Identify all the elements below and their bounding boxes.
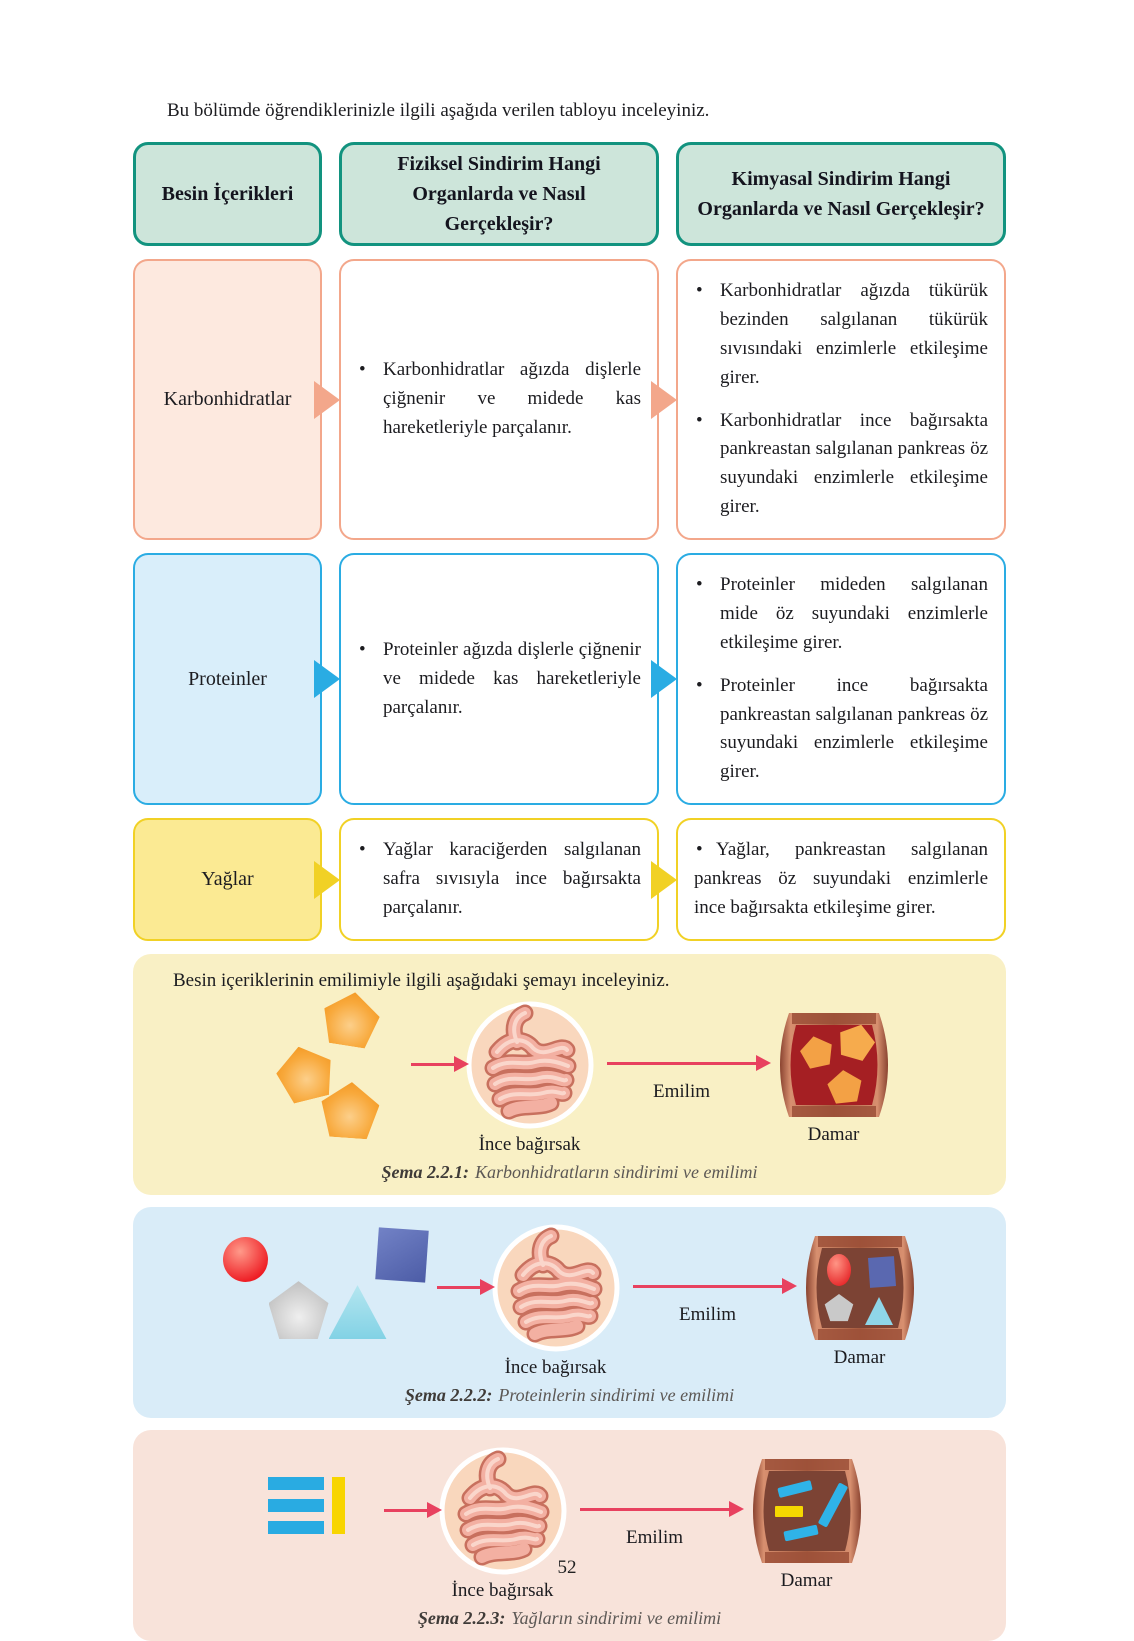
pentagon-icon (269, 1281, 329, 1339)
bullet-item (694, 277, 988, 393)
proteinler-chemical-cell (676, 553, 1006, 805)
bullet-icon: • (696, 574, 703, 595)
bullet-text: Yağlar, pankreastan salgılanan pankreas öz suyundaki enzimlerle ince bağırsakta etkileşime girer. (694, 839, 988, 919)
arrow-right-icon (314, 660, 340, 698)
table-row-yaglar (133, 818, 1006, 941)
bullet-item (357, 356, 641, 443)
bullet-item (694, 672, 988, 788)
emilim-label: Emilim (679, 1303, 736, 1325)
arrow-right-icon (580, 1508, 730, 1511)
emilim-arrow (633, 1285, 783, 1326)
blood-vessel-illustration (742, 1456, 872, 1566)
bullet-item (357, 636, 641, 723)
emilim-arrow (607, 1062, 757, 1103)
bullet-icon: • (696, 674, 703, 696)
intro-text: Bu bölümde öğrendiklerinizle ilgili aşağıda verilen tabloyu inceleyiniz. (167, 100, 710, 121)
row-label-proteinler: Proteinler (133, 553, 322, 805)
vessel-label: Damar (833, 1347, 886, 1369)
intestine-label: İnce bağırsak (451, 1580, 554, 1602)
bullet-item (694, 836, 988, 923)
header-besin-icerikleri: Besin İçerikleri (133, 142, 322, 246)
bullet-icon: • (696, 839, 703, 861)
schema2-diagram (157, 1217, 982, 1385)
pentagon-icon (319, 988, 383, 1050)
caption-text: Karbonhidratların sindirimi ve emilimi (474, 1162, 758, 1183)
schema3-diagram (157, 1440, 982, 1608)
header-fiziksel-sindirim: Fiziksel Sindirim Hangi Organlarda ve Nasıl Gerçekleşir? (339, 142, 659, 246)
blood-vessel-illustration (795, 1233, 925, 1343)
caption-text: Proteinlerin sindirimi ve emilimi (498, 1385, 735, 1406)
arrow-right-icon (651, 660, 677, 698)
bullet-item (694, 571, 988, 658)
fat-particles (268, 1477, 348, 1547)
karbonhidratlar-physical-cell (339, 259, 659, 540)
circle-icon (223, 1237, 268, 1282)
intestine-label: İnce bağırsak (504, 1357, 607, 1379)
bar-icon (268, 1521, 324, 1534)
schema-intro-text: Besin içeriklerinin emilimiyle ilgili aşağıdaki şemayı inceleyiniz. (173, 970, 670, 992)
schema-section-yag (133, 1430, 1006, 1641)
arrow-right-icon (411, 1063, 455, 1066)
vessel-figure (795, 1233, 925, 1369)
arrow-right-icon (651, 381, 677, 419)
vessel-label: Damar (780, 1570, 833, 1592)
arrow-right-icon (607, 1062, 757, 1065)
bullet-text: Karbonhidratlar ağızda tükürük bezinden salgılanan tükürük sıvısındaki enzimlerle etkileşime girer. (720, 280, 988, 388)
bullet-text: Karbonhidratlar ince bağırsakta pankreastan salgılanan pankreas öz suyundaki enzimlerle etkileşime girer. (720, 409, 988, 518)
arrow-right-icon (437, 1286, 481, 1289)
row-label-yaglar: Yağlar (133, 818, 322, 941)
table-row-proteinler (133, 553, 1006, 805)
yaglar-physical-cell (339, 818, 659, 941)
caption-number: Şema 2.2.2: (404, 1385, 493, 1406)
table-header-row (133, 142, 1006, 246)
schema-section-karbonhidrat (133, 954, 1006, 1195)
row-label-karbonhidratlar: Karbonhidratlar (133, 259, 322, 540)
arrow-right-icon (314, 381, 340, 419)
bar-icon (268, 1499, 324, 1512)
bar-icon (332, 1477, 345, 1534)
emilim-label: Emilim (626, 1526, 683, 1548)
digestion-table (133, 142, 1006, 941)
bullet-icon: • (696, 409, 703, 431)
page-content (133, 0, 1006, 1641)
table-row-karbonhidratlar (133, 259, 1006, 540)
bullet-icon: • (359, 359, 366, 381)
bullet-text: Yağlar karaciğerden salgılanan safra sıvısıyla ince bağırsakta parçalanır. (383, 839, 641, 919)
intestine-label: İnce bağırsak (478, 1134, 581, 1156)
bullet-icon: • (696, 280, 703, 301)
schema-section-protein (133, 1207, 1006, 1418)
bullet-text: Proteinler ağızda dişlerle çiğnenir ve midede kas hareketleriyle parçalanır. (383, 638, 641, 718)
arrow-right-icon (384, 1509, 428, 1512)
emilim-label: Emilim (653, 1080, 710, 1102)
schema1-diagram (157, 994, 982, 1162)
carb-particles (277, 992, 399, 1140)
karbonhidratlar-chemical-cell (676, 259, 1006, 540)
small-intestine-illustration (491, 1223, 621, 1353)
bullet-item (357, 836, 641, 923)
intestine-figure (465, 1000, 595, 1156)
page-number: 52 (557, 1557, 577, 1579)
arrow-right-icon (314, 861, 340, 899)
protein-particles (215, 1225, 427, 1353)
caption-text: Yağların sindirimi ve emilimi (511, 1608, 722, 1629)
vessel-figure (769, 1010, 899, 1146)
arrow-right-icon (651, 861, 677, 899)
vessel-label: Damar (807, 1124, 860, 1146)
square-icon (375, 1227, 429, 1282)
bullet-text: Karbonhidratlar ağızda dişlerle çiğnenir ve midede kas hareketleriyle parçalanır. (383, 359, 641, 438)
triangle-icon (329, 1285, 387, 1339)
header-kimyasal-sindirim: Kimyasal Sindirim Hangi Organlarda ve Nasıl Gerçekleşir? (676, 142, 1006, 246)
small-intestine-illustration (465, 1000, 595, 1130)
bullet-icon: • (359, 839, 366, 861)
intestine-figure (491, 1223, 621, 1379)
emilim-arrow (580, 1508, 730, 1549)
caption-number: Şema 2.2.3: (417, 1608, 506, 1629)
blood-vessel-illustration (769, 1010, 899, 1120)
yaglar-chemical-cell (676, 818, 1006, 941)
schema1-caption (157, 1162, 982, 1183)
bullet-text: Proteinler ince bağırsakta pankreastan salgılanan pankreas öz suyundaki enzimlerle etkileşime girer. (720, 674, 988, 783)
bullet-icon: • (359, 638, 366, 660)
schema3-caption (157, 1608, 982, 1629)
bullet-item (694, 407, 988, 523)
schema2-caption (157, 1385, 982, 1406)
proteinler-physical-cell (339, 553, 659, 805)
bar-icon (268, 1477, 324, 1490)
caption-number: Şema 2.2.1: (381, 1162, 469, 1183)
arrow-right-icon (633, 1285, 783, 1288)
pentagon-icon (271, 1040, 338, 1106)
bullet-text: Proteinler mideden salgılanan mide öz suyundaki enzimlerle etkileşime girer. (720, 574, 988, 653)
